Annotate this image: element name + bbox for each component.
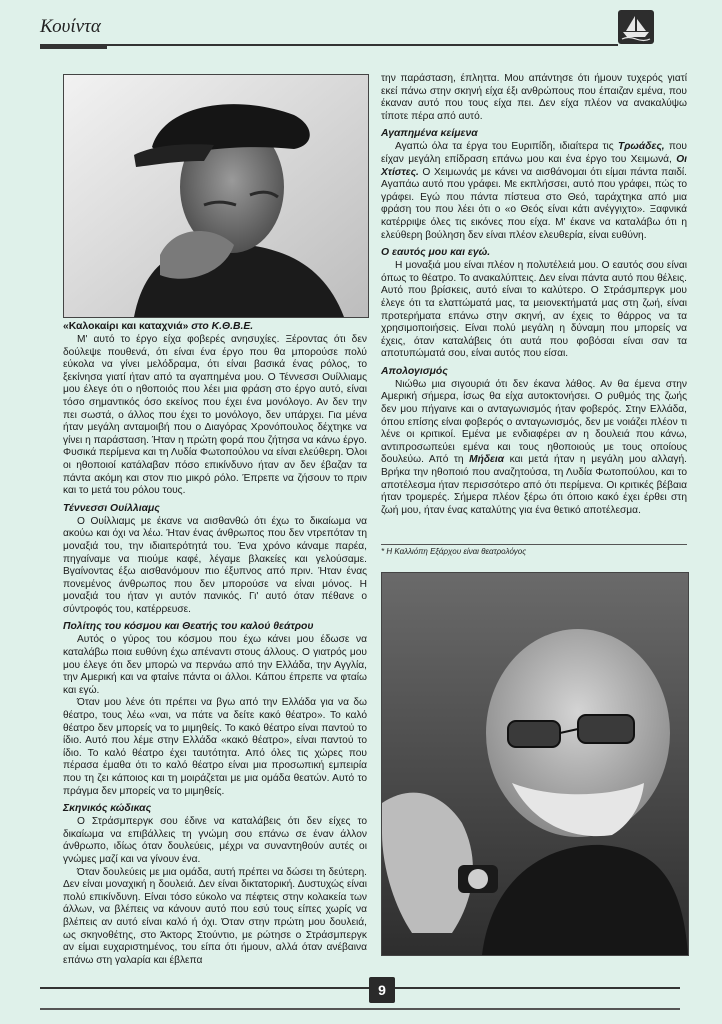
section-heading: Τέννεσσι Ουίλλιαμς: [63, 502, 160, 514]
header-rule: [40, 44, 618, 46]
section-heading: Αγαπημένα κείμενα: [381, 128, 478, 140]
author-footnote: * Η Καλλιόπη Εξάρχου είναι θεατρολόγος: [381, 544, 687, 556]
footer-rule: [40, 987, 680, 989]
bottom-rule: [40, 1008, 680, 1010]
section-caption: «Καλοκαίρι και καταχνιά» στο Κ.Θ.Β.Ε.: [63, 321, 254, 332]
right-text-column: [381, 73, 687, 517]
paragraph: Αγαπώ όλα τα έργα του Ευριπίδη, ιδιαίτερα τις Τρωάδες, που είχαν μεγάλη επίδραση επάνω μου και ένα έργο του Χειμωνά, Οι Χτίστες. Ο Χειμωνάς με κάνει να αισθάνομαι ότι είμαι πάντα παιδί. Αγαπάω αυτό που γράφει. Με εκπλήσσει, αυτό που γράφει, πώς το γράφει. Εγώ που πάντα πίστευα στο Θεό, ταράχτηκα από μια φράση του που λέει ότι ο «ο Θεός είναι κάτι ανέγγιχτο». Ξαφνικά κατέρριψε όλες τις εικόνες που είχα. Μ' έκανε να καταλάβω ότι η ελεύθερη βούληση δεν είναι πλέον ελευθερία, είναι ευθύνη.: [381, 141, 687, 241]
paragraph: Μ' αυτό το έργο είχα φοβερές ανησυχίες. Ξέροντας ότι δεν δούλεψε πουθενά, ότι είναι ένα έργο που θα μπορούσε πολύ εύκολα να γίνει μελόδραμα, ότι είναι βασικά ένας ρόλος, το ξεκίνησα γιατί ήταν από τα αγαπημένα μου. Ο Τέννεσσι Ουίλλιαμς μου έλεγε ότι ο ηθοποιός που λέει μια φράση στο έργο αυτό, είναι τόσο σημαντικός όσο εκείνος που έχει ένα μονόλογο. Αν δεν την πει σωστά, ο άλλος που έχει το μονόλογο, δεν υπάρχει. Για μένα ήταν μεγάλη ανταμοιβή που ο Διαγόρας Χρονόπουλος δέχτηκε να γίνει η παράσταση. Ήταν η πρώτη φορά που ζήτησα να κάνω έργο. Φυσικά περίμενα και τη Λυδία Φωτοπούλου να είναι ελεύθερη. Όλοι οι ηθοποιοί κατάλαβαν πόσο επικίνδυνο ήταν αν δεν έβαζαν τα πάντα ακόμη και στον πιο μικρό ρόλο. Έπρεπε να ζήσουν το πριν και το μετά του ρόλου τους.: [63, 334, 367, 497]
paragraph: Νιώθω μια σιγουριά ότι δεν έκανα λάθος. Αν θα έμενα στην Αμερική σήμερα, ίσως θα είχα αυτοκτονήσει. Ο ρυθμός της ζωής δεν μου πήγαινε και ο ανταγωνισμός ήταν φοβερός. Στην Ελλάδα, όπου επίσης είναι φοβερός ο ανταγωνισμός, δεν με νοιάζει πλέον τι λένε οι κριτικοί. Εμένα με ενδιαφέρει αν η δουλειά που κάνω, αντιπροσωπεύει εμένα και τους ηθοποιούς με τους οποίους δουλεύω. Από τη Μήδεια και μετά ήταν η μεγάλη μου αλλαγή. Βρήκα την ηθοποιό που αναζητούσα, τη Λυδία Φωτοπούλου, και το αποτέλεσμα ήταν περισσότερο από ότι περίμενα. Οι κριτικές βέβαια ήταν τρομερές. Σήμερα πλέον ξέρω ότι όποιο κακό έχει έρθει στη ζωή μου, ήταν ένας καταλύτης για ένα θετικό αποτέλεσμα.: [381, 378, 687, 516]
section-heading: Πολίτης του κόσμου και Θεατής του καλού θεάτρου: [63, 621, 314, 633]
ship-emblem-icon: [618, 10, 654, 44]
portrait-photo-man-with-cap: [63, 74, 369, 318]
paragraph: Αυτός ο γύρος του κόσμου που έχω κάνει μου έδωσε να καταλάβω ποια ευθύνη έχω απέναντι στους άλλους. Ο γιατρός μου μου έλεγε ότι δεν μπορώ να περνάω από την Ελλάδα, την Αγγλία, την Αμερική και να φταίνε πάντα οι άλλοι. Κάπου έπρεπε να φταίω και εγώ.: [63, 634, 367, 696]
left-text-column: [63, 320, 367, 967]
paragraph: την παράσταση, έπληττα. Μου απάντησε ότι ήμουν τυχερός γιατί εκεί πάνω στην σκηνή είχα έξι ανθρώπους που έπαιζαν εμένα, που έκαναν αυτό που τους είχα πει. Δεν είχα πλέον να ανακαλύψω τίποτε πέρα από αυτό.: [381, 73, 687, 122]
section-heading: Σκηνικός κώδικας: [63, 803, 152, 815]
section-heading: Απολογισμός: [381, 365, 448, 377]
paragraph: Ο Στράσμπεργκ σου έδινε να καταλάβεις ότι δεν είχες το δικαίωμα να επιβάλλεις τη γνώμη σου επάνω σε έναν άλλον άνθρωπο, ιδίως όταν δουλεύεις, μέχρι να συναντηθούν αυτές οι γνώμες μαζί και να γίνουν ένα.: [63, 816, 367, 865]
paragraph: Όταν μου λένε ότι πρέπει να βγω από την Ελλάδα για να δω θέατρο, τους λέω «ναι, να πάτε να δείτε κακό θέατρο». Το καλό θέατρο δεν μπορείς να το μιμηθείς. Το κακό θέατρο είναι παντού το ίδιο. Αυτό που λέμε στην Ελλάδα «κακό θέατρο», είναι παντού το ίδιο. Το καλό θέατρο έχει ταυτότητα. Από όλες τις χώρες που πέρασα έμαθα ότι το καλό θέατρο είναι μια προσωπική εμπειρία που τη ζει κάποιος και τη μοιράζεται με μια ομάδα θεατών. Αυτό το πράγμα δεν μπορείς να το μιμηθείς.: [63, 697, 367, 797]
paragraph: Ο Ουίλλιαμς με έκανε να αισθανθώ ότι έχω το δικαίωμα να ακούω και όχι να λέω. Ήταν ένας άνθρωπος που δεν ντρεπόταν τη μοναξιά του, την ιδιαιτερότητά του. Ένα χρόνο κάναμε παρέα, πηγαίναμε να πιούμε καφέ, λέγαμε βλακείες και γελούσαμε. Βγαίνοντας έξω αισθανόμουν πιο έξυπνος από πριν. Ήταν ένας πονεμένος άνθρωπος που δεν μπορούσε να είναι μόνος. Η μοναξιά του ήταν γι αυτόν πανικός. Γι' αυτό όταν πέθανε ο σύντροφός του, κατέρρευσε.: [63, 515, 367, 615]
portrait-photo-man-with-glasses: [381, 572, 689, 956]
paragraph: Η μοναξιά μου είναι πλέον η πολυτέλειά μου. Ο εαυτός σου είναι όπως το θέατρο. Το ανακαλύπτεις. Δεν είναι πάντα αυτό που θέλεις. Αυτό που βρίσκεις, αυτό είναι το καλύτερο. Ο Στράσμπεργκ μου έλεγε ότι τα ελαττώματά μας, τα μειονεκτήματά μας στη ζωή, είναι προτερήματα επάνω στην σκηνή, αν έχεις το θάρρος να τα χρησιμοποιήσεις. Είναι πολύ μεγάλη η δύναμη που μπορείς να έχεις, όταν καταλάβεις ότι αυτά που φοβόσαι είναι σαν τα αποτυπώματά σου, είναι αυτός που είσαι.: [381, 260, 687, 360]
magazine-logo: Κουίντα: [40, 16, 107, 49]
paragraph: Όταν δουλεύεις με μια ομάδα, αυτή πρέπει να δώσει τη δεύτερη. Δεν είναι μοναχική η δουλειά. Δεν είναι δικτατορική. Δυστυχώς είναι πολύ επικίνδυνη. Είναι τόσο εύκολο να πέφτεις στην κολακεία των άλλων, να βλέπεις να κάνουν αυτό που εσύ τους είπες χωρίς να βλέπεις αν αυτό είναι καλό ή όχι. Όταν στην πρώτη μου δουλειά, ως σκηνοθέτης, στο Άκτορς Στούντιο, με ρώτησε ο Στράσμπεργκ αν είμαι ευχαριστημένος, του είπα ότι ήμουν, αλλά όταν ανέβαινα επάνω στη γαλαρία και έβλεπα: [63, 866, 367, 966]
section-heading: Ο εαυτός μου και εγώ.: [381, 247, 491, 259]
page-number: 9: [369, 977, 395, 1003]
